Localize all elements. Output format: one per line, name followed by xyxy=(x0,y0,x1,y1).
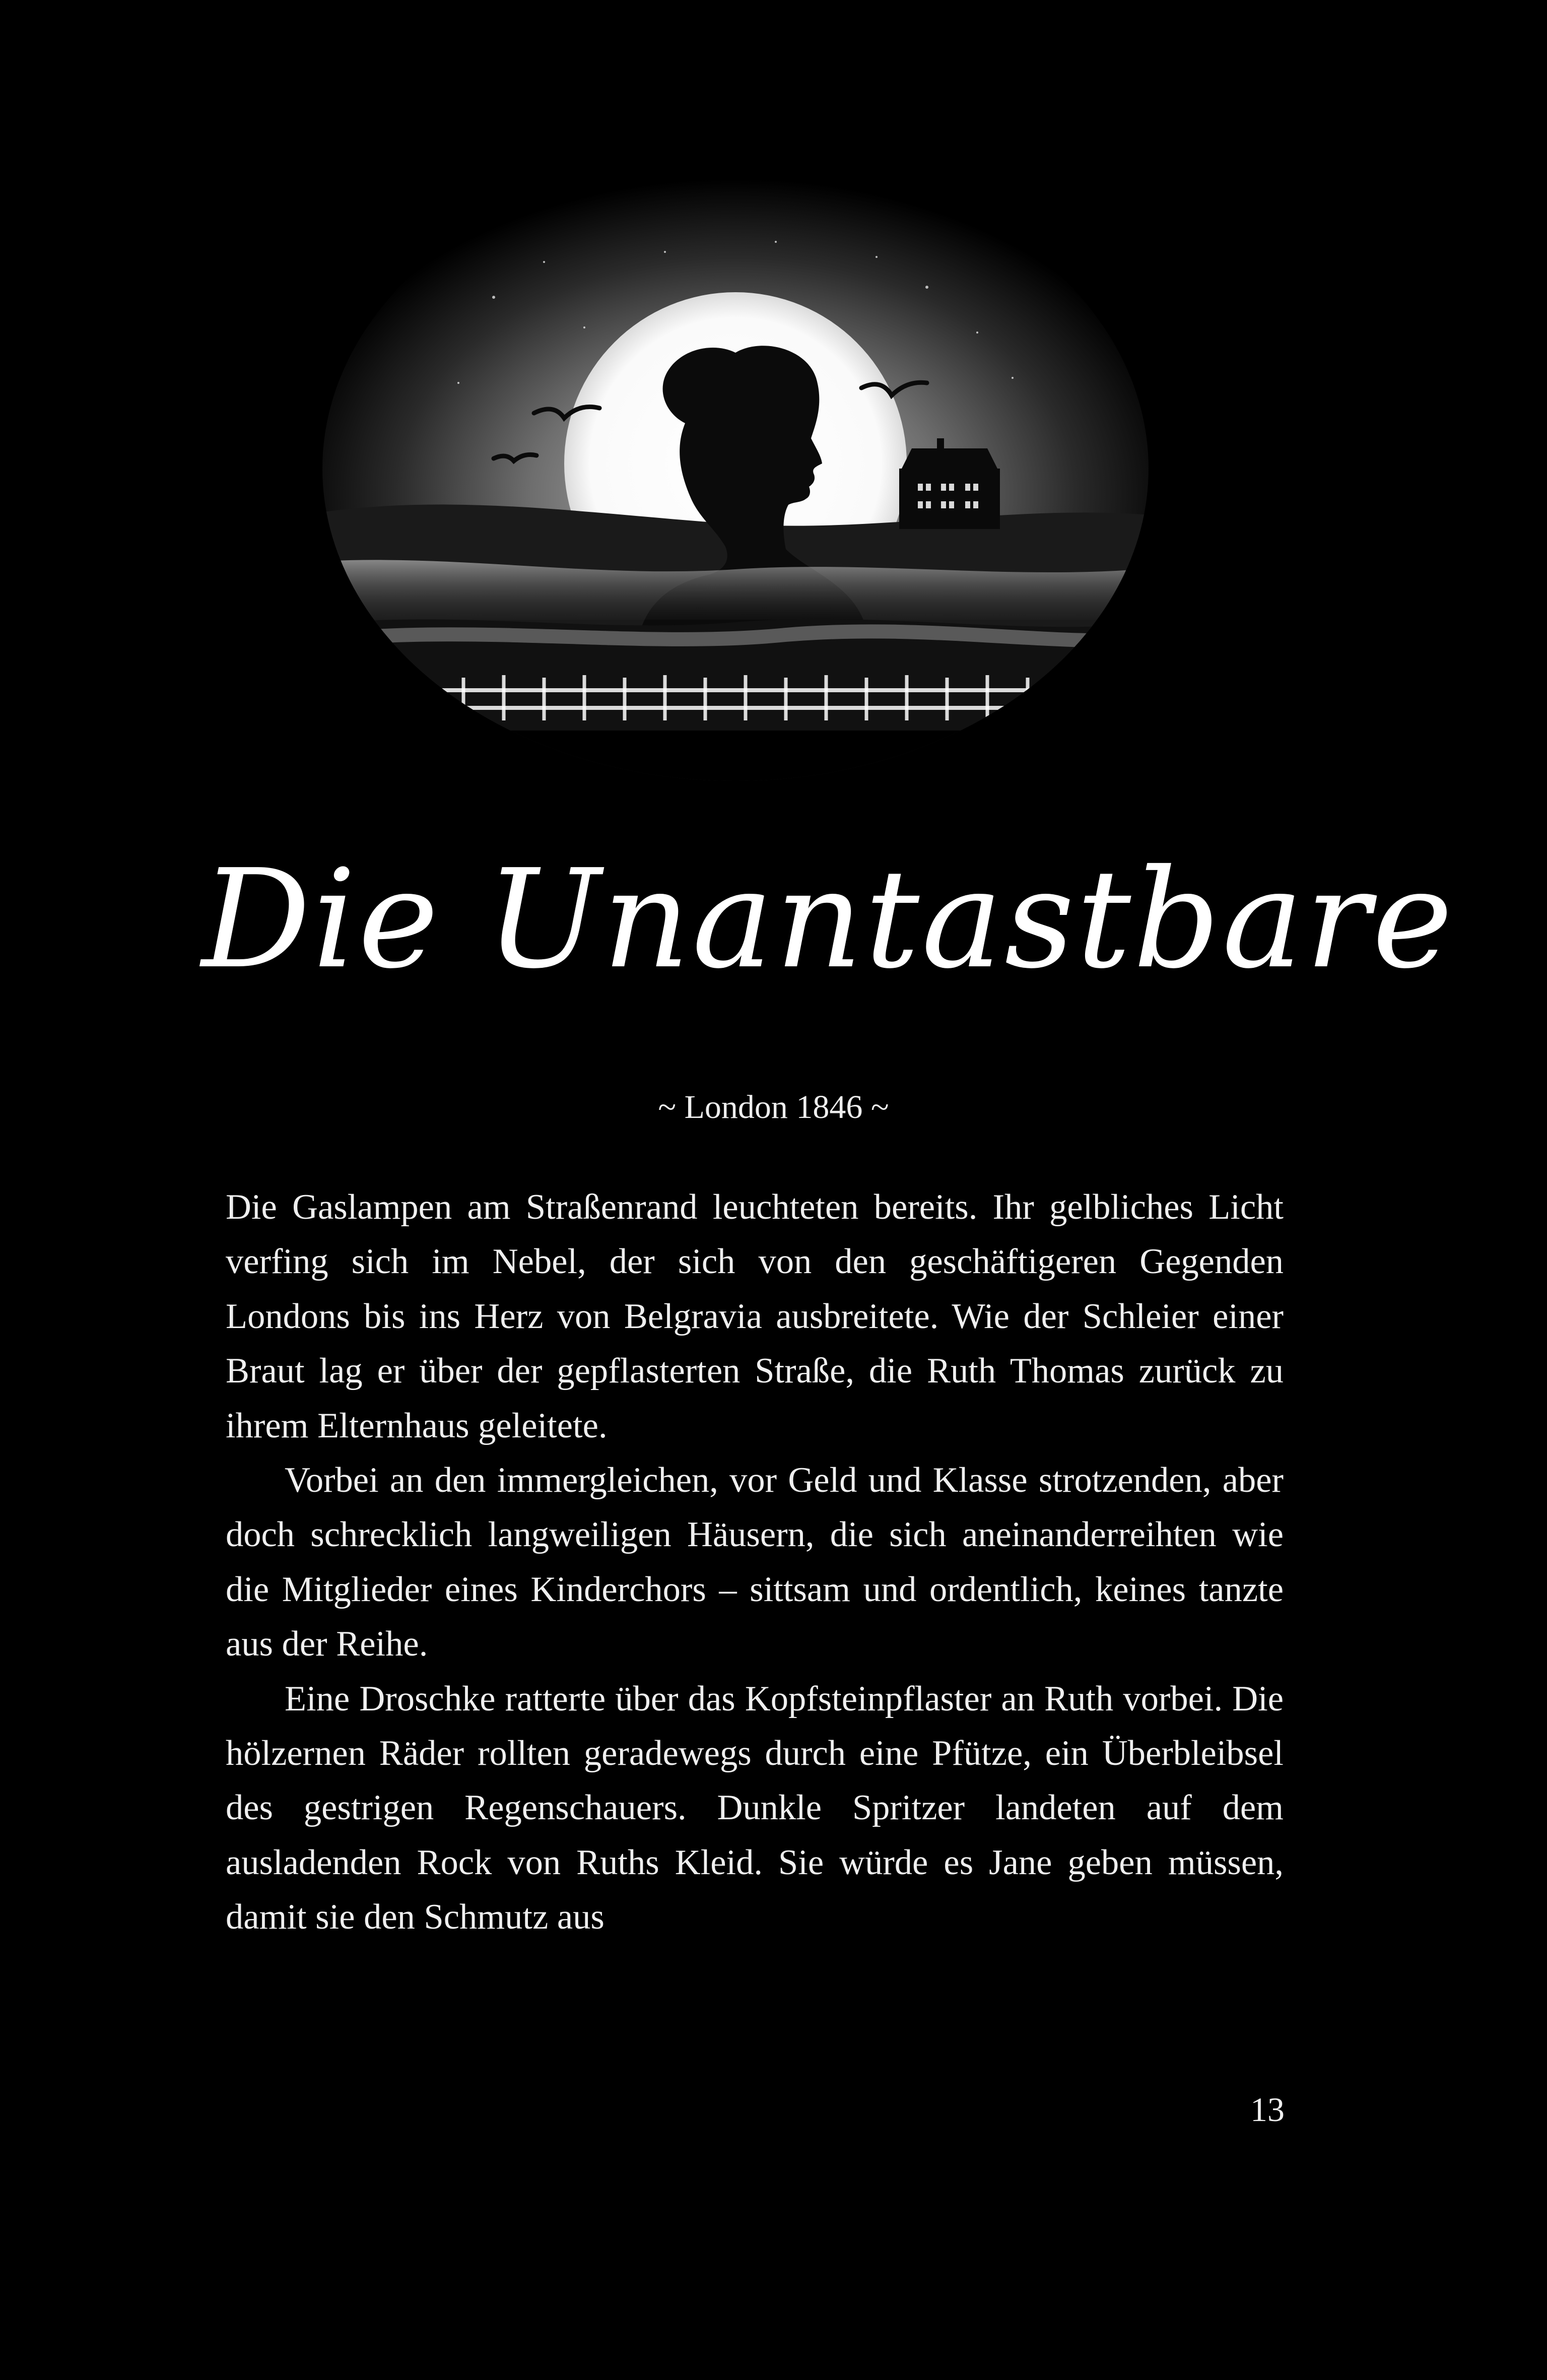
paragraph: Vorbei an den immergleichen, vor Geld und Klasse strotzenden, aber doch schrecklich langweiligen Häusern, die sich aneinanderreihten wie die Mitglieder eines Kinderchors – sittsam und ordentlich, keines tanzte aus der Reihe. xyxy=(226,1461,1284,1664)
paragraph: Eine Droschke ratterte über das Kopfsteinpflaster an Ruth vorbei. Die hölzernen Räder rollten geradewegs durch eine Pfütze, ein Überbleibsel des gestrigen Regenschauers. Dunkle Spritzer landeten auf dem ausladenden Rock von Ruths Kleid. Sie würde es Jane geben müssen, damit sie den Schmutz aus xyxy=(226,1679,1284,1937)
page-number: 13 xyxy=(1250,2090,1285,2129)
chapter-subtitle: ~ London 1846 ~ xyxy=(658,1089,889,1126)
chapter-illustration xyxy=(282,166,1189,796)
chapter-title: Die Unantastbare xyxy=(201,840,1455,999)
paragraph: Die Gaslampen am Straßenrand leuchteten bereits. Ihr gelbliches Licht verfing sich im Nebel, der sich von den geschäftigeren Gegenden Londons bis ins Herz von Belgravia ausbreitete. Wie der Schleier einer Braut lag er über der gepflasterten Straße, die Ruth Thomas zurück zu ihrem Elternhaus geleitete. xyxy=(226,1187,1284,1445)
body-text xyxy=(226,1180,1284,1945)
